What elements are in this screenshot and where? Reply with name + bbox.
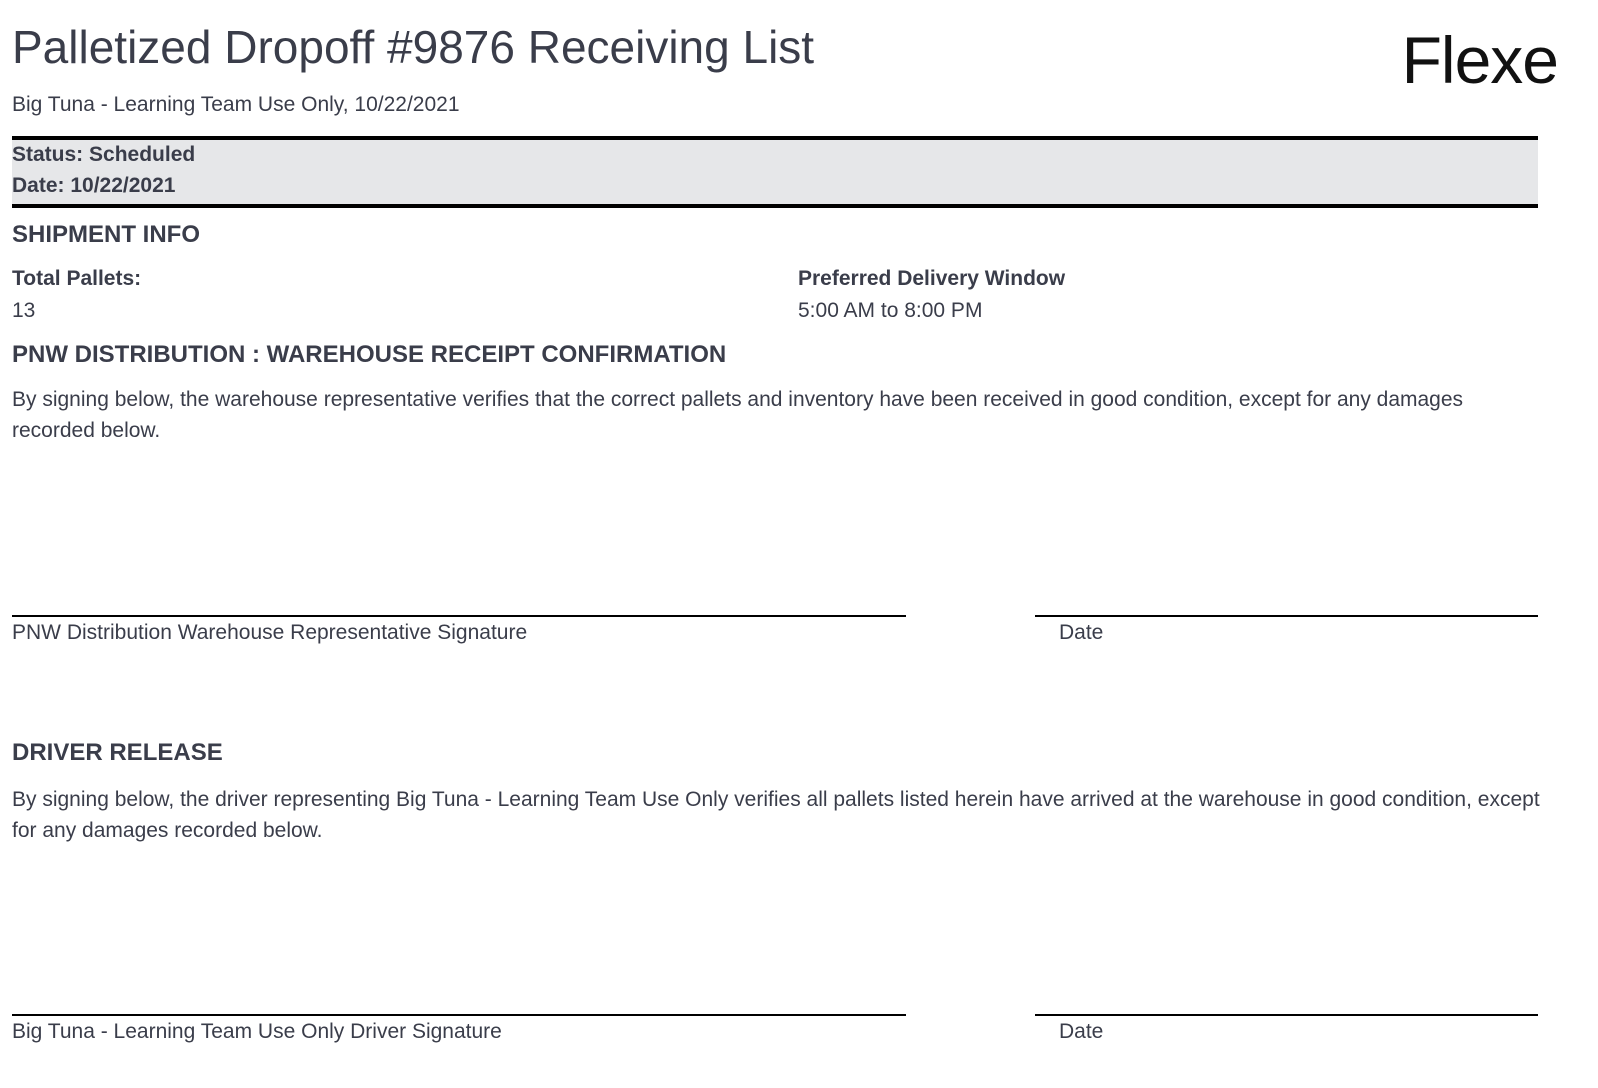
warehouse-confirmation-text: By signing below, the warehouse representative verifies that the correct pallets and inventory have been received in good condition, except for any damages recorded below. <box>12 388 1464 442</box>
driver-release-text: By signing below, the driver representing Big Tuna - Learning Team Use Only verifies all pallets listed herein have arrived at the warehouse in good condition, except for any damages recorded below. <box>12 788 1540 842</box>
shipment-info-heading: SHIPMENT INFO <box>12 221 201 248</box>
total-pallets-label: Total Pallets: <box>12 267 142 290</box>
status-bar <box>12 136 1538 208</box>
warehouse-date-line[interactable] <box>1035 615 1538 617</box>
driver-signature-label: Big Tuna - Learning Team Use Only Driver Signature <box>12 1020 502 1043</box>
driver-release-heading: DRIVER RELEASE <box>12 739 223 766</box>
warehouse-confirmation-heading: PNW DISTRIBUTION : WAREHOUSE RECEIPT CONFIRMATION <box>12 341 727 368</box>
flexe-logo: Flexe <box>1401 23 1558 97</box>
driver-date-label: Date <box>1059 1020 1104 1043</box>
status-date: Date: 10/22/2021 <box>12 174 176 197</box>
page-subtitle: Big Tuna - Learning Team Use Only, 10/22/2021 <box>12 93 460 116</box>
warehouse-signature-label: PNW Distribution Warehouse Representative Signature <box>12 621 528 644</box>
driver-signature-line[interactable] <box>12 1014 906 1016</box>
delivery-window-value: 5:00 AM to 8:00 PM <box>798 299 983 322</box>
delivery-window-label: Preferred Delivery Window <box>798 267 1066 290</box>
status-text: Status: Scheduled <box>12 143 196 166</box>
driver-date-line[interactable] <box>1035 1014 1538 1016</box>
warehouse-signature-line[interactable] <box>12 615 906 617</box>
total-pallets-value: 13 <box>12 299 36 322</box>
page-title: Palletized Dropoff #9876 Receiving List <box>12 21 815 73</box>
warehouse-date-label: Date <box>1059 621 1104 644</box>
